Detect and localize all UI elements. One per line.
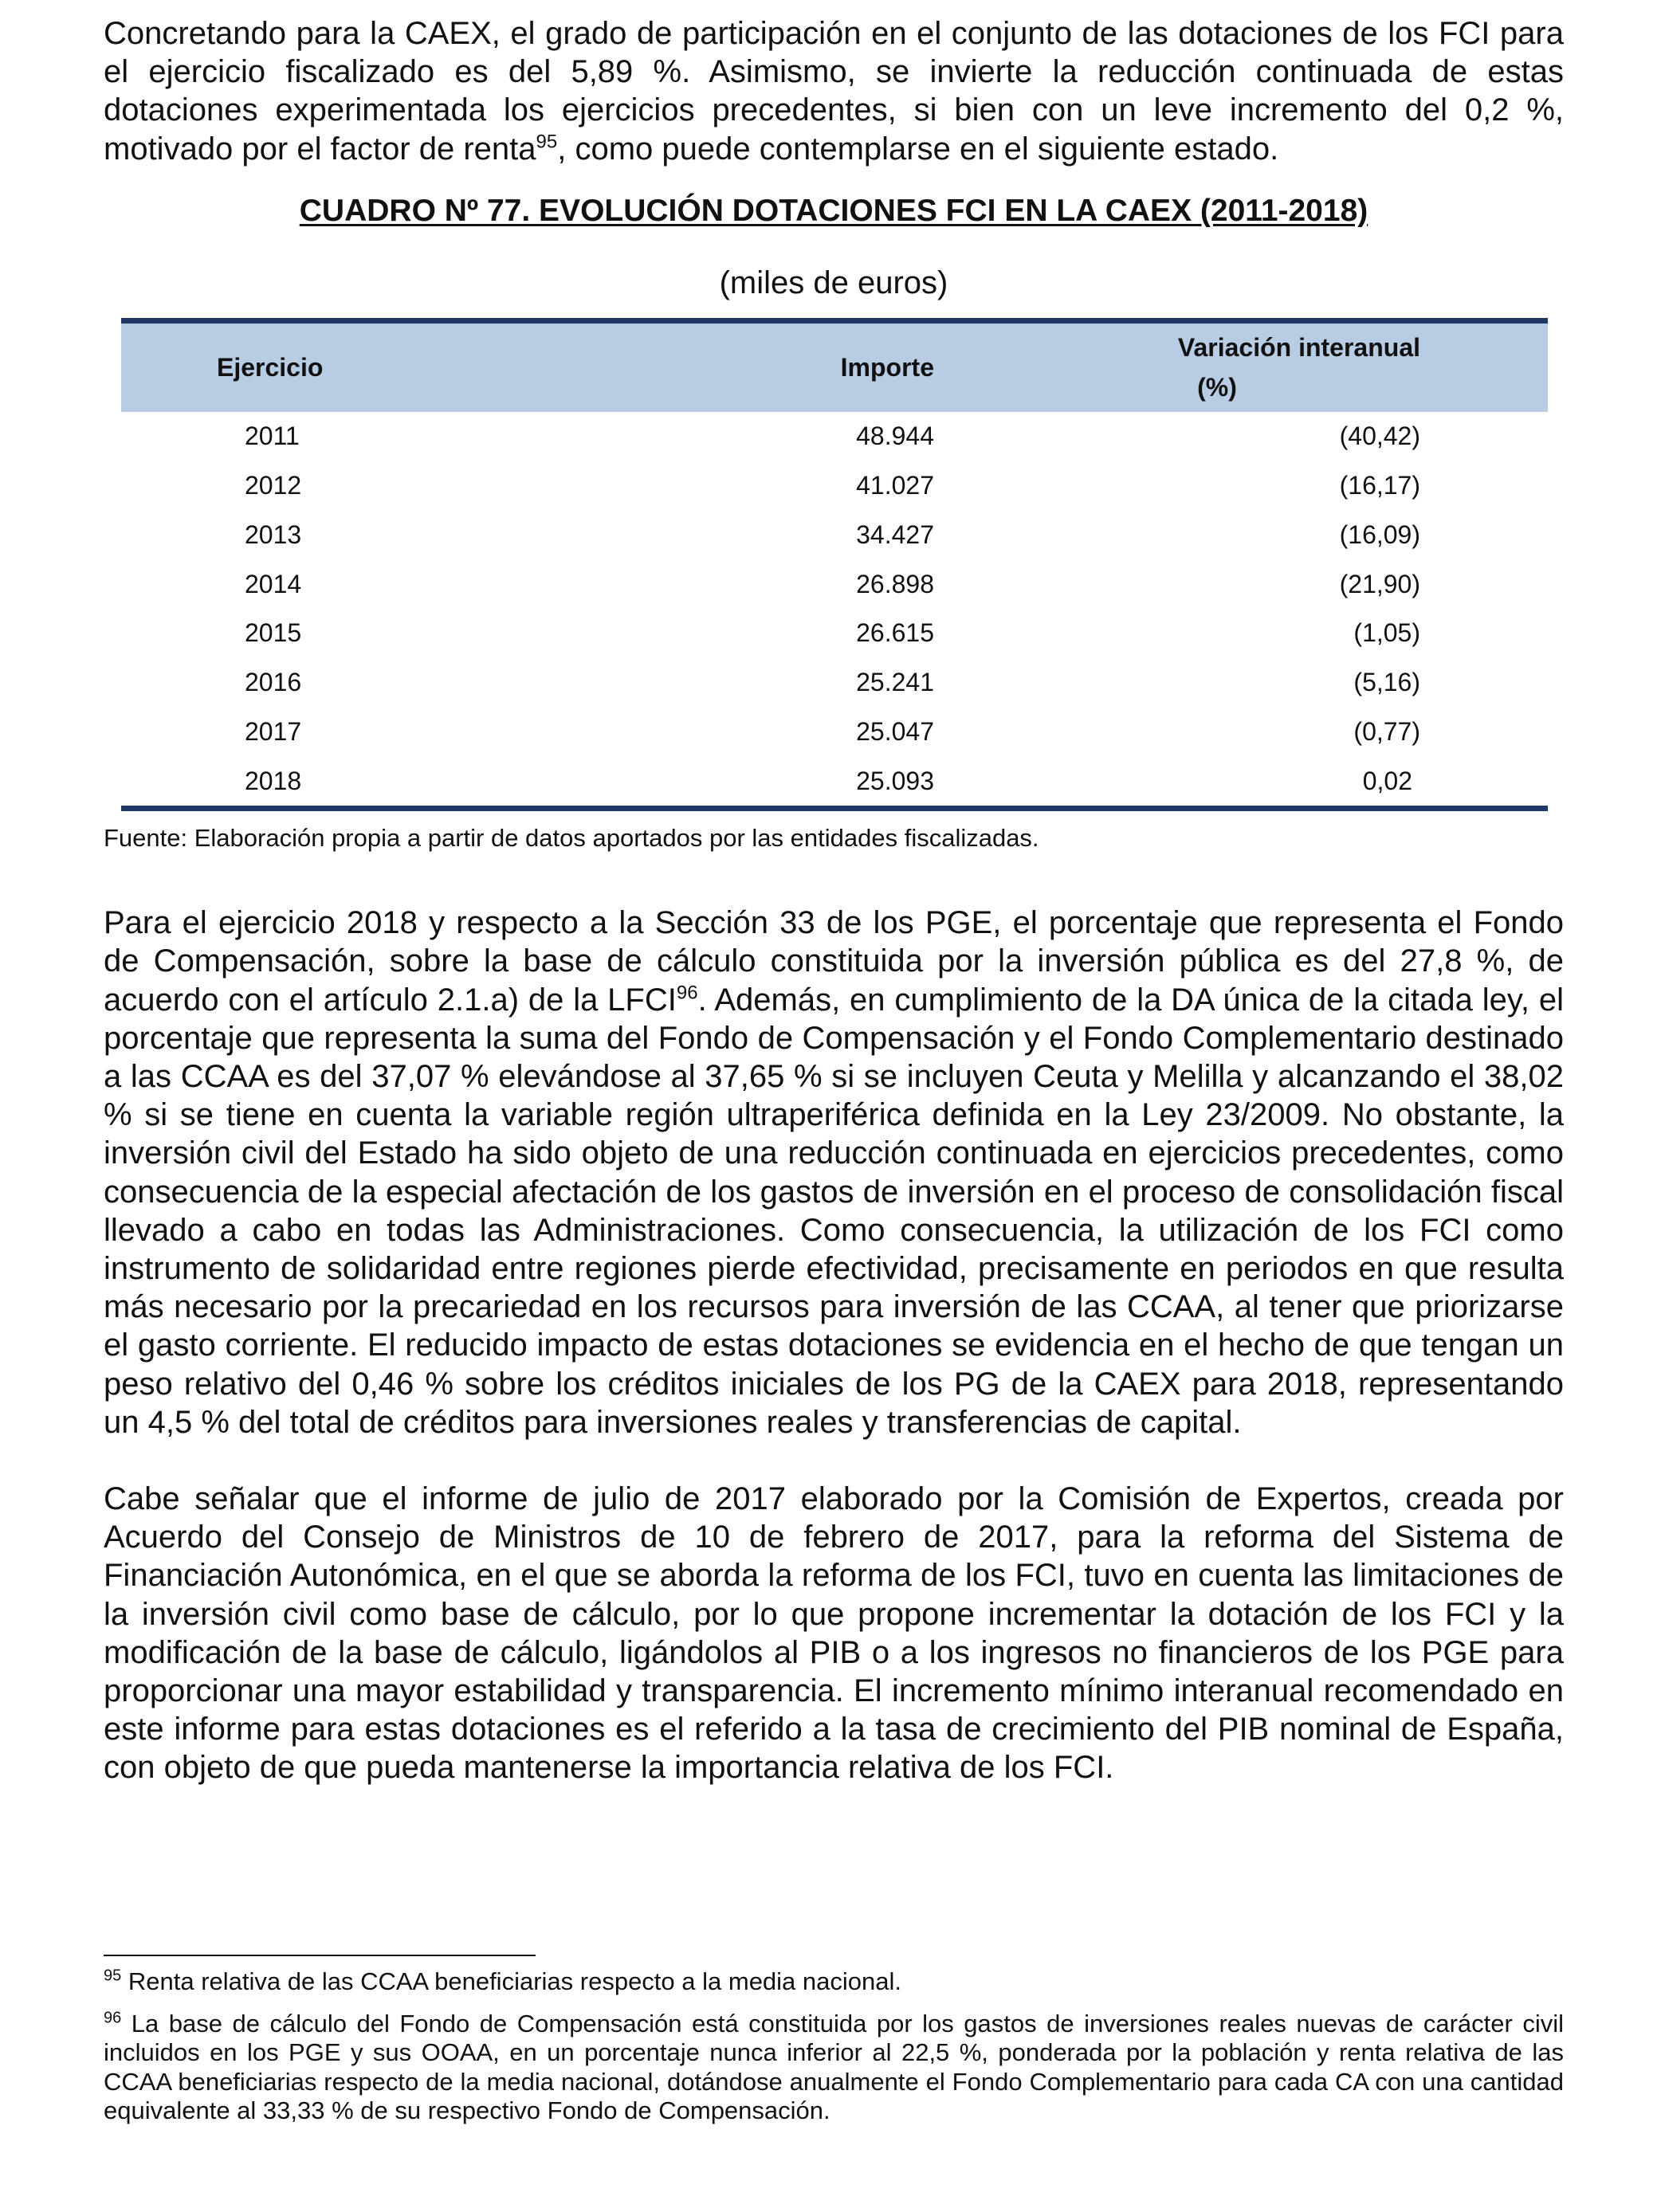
cell-variation: (5,16) [1353, 668, 1420, 697]
cell-variation: (16,17) [1339, 471, 1420, 500]
cell-variation: (16,09) [1339, 520, 1420, 549]
table-row [121, 510, 1548, 559]
cell-year: 2018 [121, 756, 663, 808]
paragraph-comision-expertos: Cabe señalar que el informe de julio de 2017 elaborado por la Comisión de Expertos, creada por Acuerdo del Consejo de Ministros de 10 de febrero de 2017, para la reforma del Sistema de Financiación Autonómica, en el que se aborda la reforma de los FCI, tuvo en cuenta las limitaciones de la inversión civil como base de cálculo, por lo que propone incrementar la dotación de los FCI y la modificación de la base de cálculo, ligándolos al PIB o a los ingresos no financieros de los PGE para proporcionar una mayor estabilidad y transparencia. El incremento mínimo interanual recomendado en este informe para estas dotaciones es el referido a la tasa de crecimiento del PIB nominal de España, con objeto de que pueda mantenerse la importancia relativa de los FCI. [104, 1481, 1564, 1786]
header-ejercicio: Ejercicio [121, 320, 663, 412]
cell-year: 2011 [245, 422, 300, 451]
footnote-96: $^{96}$ La base de cálculo del Fondo de Compensación está constituida por los gastos de inversiones reales nuevas de carácter civil incluidos en los PGE y sus OOAA, en un porcentaje nunca inferior al 22,5 %, ponderada por la población y renta relativa de las CCAA beneficiarias respecto de la media nacional, dotándose anualmente el Fondo Complementario para cada CA con una cantidad equivalente al 33,33 % de su respectivo Fondo de Compensación. [104, 2009, 1564, 2124]
footnote-ref-95[interactable]: 95 [536, 131, 558, 153]
table-row [121, 461, 1548, 511]
table-row [121, 412, 1548, 461]
table-units: (miles de euros) [719, 265, 948, 300]
footnote-95: $^{95}$ Renta relativa de las CCAA beneficiarias respecto a la media nacional. [104, 1967, 902, 1995]
header-variacion: Variación interanual (%) [942, 320, 1548, 412]
cell-amount: 41.027 [856, 471, 934, 500]
cell-year: 2013 [245, 520, 302, 549]
footnotes [104, 1955, 1564, 2139]
footnote-separator [104, 1955, 536, 1956]
cell-amount: 48.944 [856, 422, 934, 451]
fci-table [121, 318, 1548, 811]
cell-amount: 26.898 [856, 569, 934, 598]
cell-variation: (1,05) [1353, 618, 1420, 648]
document-page [104, 14, 1564, 1787]
cell-year: 2012 [245, 471, 302, 500]
footnote-ref-96[interactable]: 96 [676, 982, 698, 1004]
cell-amount: 25.093 [663, 756, 942, 808]
table-row [121, 708, 1548, 757]
cell-variation: 0,02 [942, 756, 1548, 808]
table-row [121, 658, 1548, 708]
table-header-row [121, 320, 1548, 412]
table-title: CUADRO Nº 77. EVOLUCIÓN DOTACIONES FCI EN LA CAEX (2011-2018) [299, 193, 1368, 228]
cell-year: 2014 [245, 569, 302, 598]
cell-year: 2015 [245, 618, 302, 648]
cell-year: 2016 [245, 668, 302, 697]
cell-variation: (40,42) [1339, 422, 1420, 451]
cell-variation: (21,90) [1339, 569, 1420, 598]
cell-amount: 25.241 [856, 668, 934, 697]
paragraph-seccion-33: Para el ejercicio 2018 y respecto a la Sección 33 de los PGE, el porcentaje que representa el Fondo de Compensación, sobre la base de cálculo constituida por la inversión pública es del 27,8 %, de acuerdo con el artículo 2.1.a) de la LFCI$^{96}$. Además, en cumplimiento de la DA única de la citada ley, el porcentaje que representa la suma del Fondo de Compensación y el Fondo Complementario destinado a las CCAA es del 37,07 % elevándose al 37,65 % si se incluyen Ceuta y Melilla y alcanzando el 38,02 % si se tiene en cuenta la variable región ultraperiférica definida en la Ley 23/2009. No obstante, la inversión civil del Estado ha sido objeto de una reducción continuada en ejercicios precedentes, como consecuencia de la especial afectación de los gastos de inversión en el proceso de consolidación fiscal llevado a cabo en todas las Administraciones. Como consecuencia, la utilización de los FCI como instrumento de solidaridad entre regiones pierde efectividad, precisamente en periodos en que resulta más necesario por la precariedad en los recursos para inversión de las CCAA, al tener que priorizarse el gasto corriente. El reducido impacto de estas dotaciones se evidencia en el hecho de que tengan un peso relativo del 0,46 % sobre los créditos iniciales de los PG de la CAEX para 2018, representando un 4,5 % del total de créditos para inversiones reales y transferencias de capital. [104, 905, 1565, 1440]
cell-amount: 26.615 [856, 618, 934, 648]
table-row [121, 559, 1548, 609]
cell-amount: 25.047 [856, 716, 934, 746]
table-row [121, 756, 1548, 808]
cell-amount: 34.427 [856, 520, 934, 549]
table-body [121, 412, 1548, 809]
header-importe: Importe [663, 320, 942, 412]
table-source: Fuente: Elaboración propia a partir de datos aportados por las entidades fiscalizadas. [104, 824, 1039, 853]
cell-variation: (0,77) [1353, 716, 1420, 746]
paragraph-intro: Concretando para la CAEX, el grado de participación en el conjunto de las dotaciones de los FCI para el ejercicio fiscalizado es del 5,89 %. Asimismo, se invierte la reducción continuada de estas dotaciones experimentada los ejercicios precedentes, si bien con un leve incremento del 0,2 %, motivado por el factor de renta$^{95}$, como puede contemplarse en el siguiente estado. [104, 16, 1564, 167]
table-row [121, 609, 1548, 658]
cell-year: 2017 [245, 716, 302, 746]
